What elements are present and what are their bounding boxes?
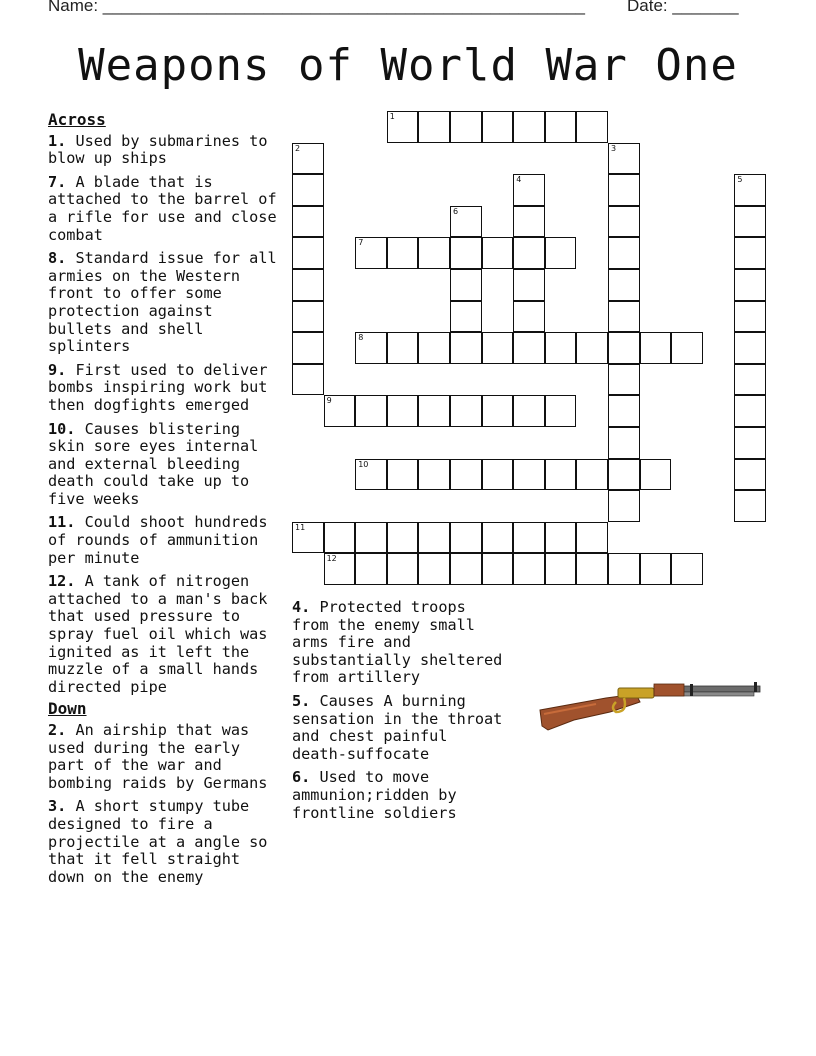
grid-cell[interactable]: [418, 332, 450, 364]
grid-cell[interactable]: [418, 237, 450, 269]
grid-cell[interactable]: [640, 459, 672, 491]
grid-cell[interactable]: [355, 395, 387, 427]
grid-cell[interactable]: [450, 237, 482, 269]
grid-cell[interactable]: [513, 301, 545, 333]
grid-cell[interactable]: [545, 332, 577, 364]
grid-cell[interactable]: [734, 206, 766, 238]
grid-cell[interactable]: [387, 459, 419, 491]
clue-down-2: [48, 722, 282, 792]
grid-cell[interactable]: [734, 269, 766, 301]
grid-cell[interactable]: [450, 111, 482, 143]
grid-cell-number: 11: [295, 522, 306, 532]
grid-cell[interactable]: [608, 143, 640, 175]
grid-cell[interactable]: [608, 206, 640, 238]
grid-cell[interactable]: [292, 143, 324, 175]
clue-text: Could shoot hundreds of rounds of ammunition per minute: [48, 513, 268, 567]
grid-cell[interactable]: [513, 269, 545, 301]
clue-across-11: [48, 514, 282, 567]
grid-cell[interactable]: [608, 301, 640, 333]
clue-across-7: [48, 174, 282, 244]
grid-cell[interactable]: [513, 111, 545, 143]
grid-cell[interactable]: [482, 553, 514, 585]
grid-cell[interactable]: [292, 522, 324, 554]
grid-cell[interactable]: [418, 111, 450, 143]
header: [48, 0, 739, 16]
clue-number: 4.: [292, 598, 311, 616]
grid-cell[interactable]: [450, 269, 482, 301]
grid-cell-number: 10: [358, 459, 369, 469]
grid-cell[interactable]: [734, 459, 766, 491]
grid-cell[interactable]: [482, 111, 514, 143]
clue-number: 3.: [48, 797, 67, 816]
grid-cell[interactable]: [545, 111, 577, 143]
grid-cell[interactable]: [387, 237, 419, 269]
grid-cell[interactable]: [608, 174, 640, 206]
grid-cell[interactable]: [513, 522, 545, 554]
grid-cell[interactable]: [324, 522, 356, 554]
grid-cell[interactable]: [545, 237, 577, 269]
grid-cell[interactable]: [734, 427, 766, 459]
grid-cell[interactable]: [734, 301, 766, 333]
grid-cell[interactable]: [418, 522, 450, 554]
grid-cell[interactable]: [450, 332, 482, 364]
clue-across-8: [48, 250, 282, 356]
grid-cell[interactable]: [482, 459, 514, 491]
clue-across-9: [48, 362, 282, 415]
clue-list-left: [48, 111, 282, 892]
grid-cell[interactable]: [576, 553, 608, 585]
clue-text: Used to move ammunion;ridden by frontline soldiers: [292, 768, 457, 822]
grid-cell[interactable]: [513, 174, 545, 206]
grid-cell[interactable]: [450, 459, 482, 491]
grid-cell[interactable]: [734, 332, 766, 364]
clue-down-5: [292, 693, 508, 763]
clue-number: 2.: [48, 721, 67, 739]
grid-cell[interactable]: [292, 206, 324, 238]
grid-cell[interactable]: [513, 237, 545, 269]
grid-cell[interactable]: [608, 459, 640, 491]
clue-text: Used by submarines to blow up ships: [48, 131, 268, 168]
grid-cell[interactable]: [387, 395, 419, 427]
grid-cell[interactable]: [482, 237, 514, 269]
clue-number: 1.: [48, 131, 67, 150]
rifle-icon: [536, 668, 764, 738]
grid-cell[interactable]: [387, 553, 419, 585]
grid-cell-number: 3: [611, 143, 617, 153]
grid-cell[interactable]: [292, 269, 324, 301]
grid-cell[interactable]: [734, 364, 766, 396]
grid-cell[interactable]: [292, 301, 324, 333]
grid-cell[interactable]: [545, 459, 577, 491]
clue-down-6: [292, 769, 508, 822]
grid-cell[interactable]: [387, 111, 419, 143]
grid-cell[interactable]: [387, 522, 419, 554]
grid-cell[interactable]: [640, 332, 672, 364]
grid-cell[interactable]: [734, 395, 766, 427]
grid-cell[interactable]: [513, 395, 545, 427]
clue-number: 7.: [48, 172, 67, 191]
grid-cell[interactable]: [355, 553, 387, 585]
grid-cell[interactable]: [482, 395, 514, 427]
grid-cell[interactable]: [608, 364, 640, 396]
grid-cell[interactable]: [292, 364, 324, 396]
grid-cell[interactable]: [482, 522, 514, 554]
grid-cell[interactable]: [324, 553, 356, 585]
grid-cell[interactable]: [513, 553, 545, 585]
grid-cell[interactable]: [292, 174, 324, 206]
grid-cell-number: 5: [737, 175, 743, 185]
grid-cell[interactable]: [450, 553, 482, 585]
grid-cell-number: 4: [516, 175, 522, 185]
grid-cell[interactable]: [671, 332, 703, 364]
grid-cell[interactable]: [450, 301, 482, 333]
grid-cell-number: 12: [326, 554, 337, 564]
grid-cell[interactable]: [608, 553, 640, 585]
grid-cell[interactable]: [355, 459, 387, 491]
grid-cell-number: 7: [358, 238, 364, 248]
clue-number: 11.: [48, 513, 76, 532]
grid-cell[interactable]: [671, 553, 703, 585]
grid-cell[interactable]: [482, 332, 514, 364]
clue-text: An airship that was used during the early part of the war and bombing raids by Germans: [48, 721, 268, 792]
clue-text: A short stumpy tube designed to fire a projectile at a angle so that it fell straight down on the enemy: [48, 797, 268, 886]
grid-cell[interactable]: [355, 522, 387, 554]
clue-text: First used to deliver bombs inspiring work but then dogfights emerged: [48, 360, 268, 414]
grid-cell[interactable]: [545, 522, 577, 554]
grid-cell-number: 1: [389, 112, 395, 121]
clue-number: 8.: [48, 249, 67, 268]
grid-cell[interactable]: [576, 111, 608, 143]
grid-cell[interactable]: [608, 332, 640, 364]
clue-number: 12.: [48, 572, 76, 591]
clue-text: Protected troops from the enemy small arms fire and substantially sheltered from artillery: [292, 598, 503, 687]
grid-cell[interactable]: [513, 332, 545, 364]
clue-text: Causes A burning sensation in the throat and chest painful death-suffocate: [292, 691, 503, 763]
grid-cell[interactable]: [608, 427, 640, 459]
grid-cell[interactable]: [292, 237, 324, 269]
grid-cell[interactable]: [576, 522, 608, 554]
clue-text: A blade that is attached to the barrel of a rifle for use and close combat: [48, 172, 277, 244]
grid-cell[interactable]: [324, 395, 356, 427]
grid-cell[interactable]: [450, 522, 482, 554]
grid-cell-number: 2: [295, 143, 301, 153]
grid-cell[interactable]: [608, 490, 640, 522]
grid-cell[interactable]: [513, 206, 545, 238]
grid-cell[interactable]: [418, 459, 450, 491]
grid-cell[interactable]: [450, 395, 482, 427]
grid-cell[interactable]: [355, 237, 387, 269]
clue-down-3: [48, 798, 282, 886]
grid-cell[interactable]: [387, 332, 419, 364]
clue-text: Standard issue for all armies on the Western front to offer some protection against bullets and shell splinters: [48, 249, 277, 356]
clue-across-1: [48, 133, 282, 168]
grid-cell-number: 8: [358, 333, 364, 343]
clue-across-12: [48, 573, 282, 696]
grid-cell[interactable]: [640, 553, 672, 585]
grid-cell[interactable]: [734, 490, 766, 522]
clue-number: 6.: [292, 768, 311, 787]
clue-down-4: [292, 599, 508, 687]
grid-cell[interactable]: [734, 237, 766, 269]
grid-cell[interactable]: [608, 395, 640, 427]
grid-cell[interactable]: [418, 395, 450, 427]
grid-cell-number: 6: [453, 206, 459, 216]
grid-cell[interactable]: [545, 395, 577, 427]
grid-cell[interactable]: [608, 269, 640, 301]
grid-cell[interactable]: [576, 459, 608, 491]
clue-text: A tank of nitrogen attached to a man's back that used pressure to spray fuel oil which was ignited as it left the muzzle of a small hands directed pipe: [48, 572, 268, 696]
clue-number: 9.: [48, 360, 67, 379]
grid-cell[interactable]: [513, 459, 545, 491]
grid-cell[interactable]: [576, 332, 608, 364]
name-field[interactable]: Name: ___________________________________________________: [48, 0, 585, 15]
date-field[interactable]: Date: _______: [627, 0, 739, 15]
clue-text: Causes blistering skin sore eyes internal and external bleeding death could take up to five weeks: [48, 419, 259, 508]
grid-cell[interactable]: [292, 332, 324, 364]
grid-cell[interactable]: [545, 553, 577, 585]
across-heading: Across: [48, 110, 106, 129]
page-title: Weapons of World War One: [78, 40, 738, 91]
clue-across-10: [48, 421, 282, 509]
grid-cell[interactable]: [734, 174, 766, 206]
grid-cell[interactable]: [608, 237, 640, 269]
clue-list-right: [292, 599, 508, 828]
grid-cell[interactable]: [418, 553, 450, 585]
clue-number: 10.: [48, 419, 76, 438]
down-heading: Down: [48, 699, 87, 719]
grid-cell[interactable]: [450, 206, 482, 238]
grid-cell[interactable]: [355, 332, 387, 364]
grid-cell-number: 9: [326, 396, 332, 406]
clue-number: 5.: [292, 691, 311, 710]
